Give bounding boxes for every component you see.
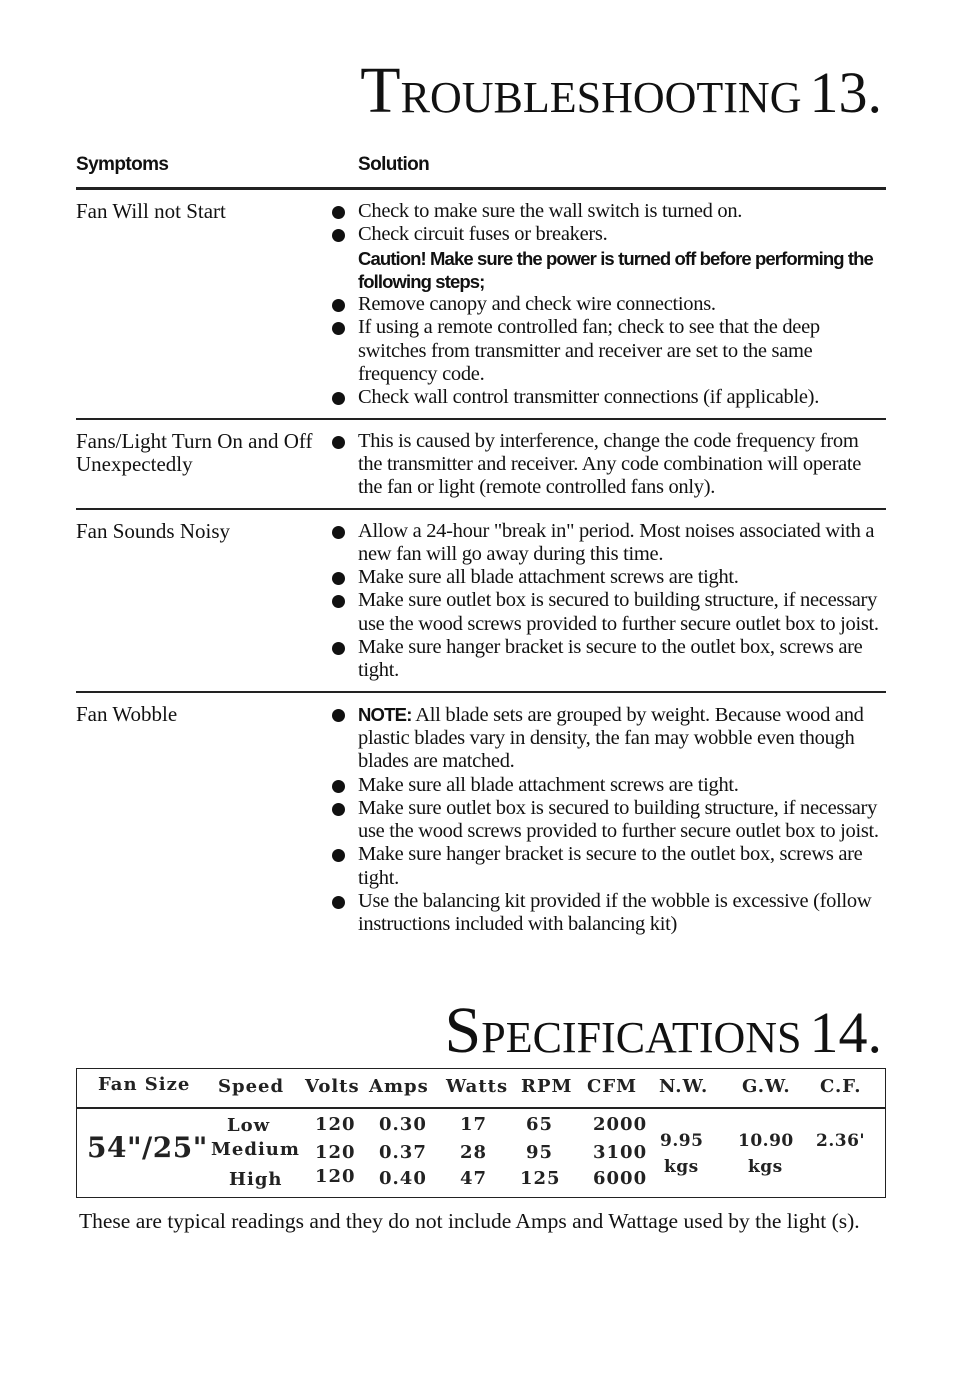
solution-item-text: Make sure outlet box is secured to building structure, if necessary use the wood screws provided to further secure outlet box to joist. <box>358 796 879 843</box>
spec-cfm-medium: 3100 <box>593 1142 648 1163</box>
spec-nw-unit: kgs <box>664 1157 699 1177</box>
spec-rpm-low: 65 <box>526 1114 554 1135</box>
spec-gw-unit: kgs <box>748 1157 783 1177</box>
spec-volts-medium: 120 <box>315 1142 356 1163</box>
solution-item-text: Check to make sure the wall switch is turned on. <box>358 200 743 222</box>
spec-volts-high: 120 <box>315 1166 356 1187</box>
solution-item <box>332 703 886 774</box>
solution-item <box>332 589 886 636</box>
solution-item-text: Make sure hanger bracket is secure to the outlet box, screws are tight. <box>358 636 863 682</box>
symptom-text: Fans/Light Turn On and Off Unexpectedly <box>76 428 313 476</box>
troubleshooting-table <box>76 150 886 945</box>
solution-list <box>332 430 886 500</box>
solution-item <box>332 316 886 386</box>
bullet-icon <box>332 392 345 405</box>
spec-header-row <box>77 1069 885 1109</box>
spec-watts-low: 17 <box>460 1114 488 1135</box>
symptoms-heading: Symptoms <box>76 154 169 175</box>
bullet-icon <box>332 709 345 722</box>
spec-header-speed: Speed <box>218 1076 285 1097</box>
specifications-table <box>76 1068 886 1198</box>
spec-cfm-high: 6000 <box>593 1168 648 1189</box>
spec-header-amps: Amps <box>369 1076 429 1097</box>
spec-header-volts: Volts <box>305 1076 360 1097</box>
solution-item <box>332 223 886 246</box>
spec-amps-low: 0.30 <box>379 1114 427 1135</box>
solution-item-text: Use the balancing kit provided if the wobble is excessive (follow instructions included with balancing kit) <box>358 890 872 936</box>
bullet-icon <box>332 780 345 793</box>
solution-item <box>332 520 886 567</box>
troubleshooting-title: TROUBLESHOOTING 13. <box>360 54 882 127</box>
troubleshooting-row <box>76 693 886 945</box>
spec-header-rpm: RPM <box>521 1076 573 1097</box>
bullet-icon <box>332 526 345 539</box>
spec-watts-medium: 28 <box>460 1142 488 1163</box>
spec-rpm-high: 125 <box>520 1168 561 1189</box>
solution-item <box>332 293 886 316</box>
spec-amps-high: 0.40 <box>379 1168 427 1189</box>
solution-item <box>332 843 886 890</box>
solution-item <box>332 566 886 589</box>
solution-item-text: Allow a 24-hour "break in" period. Most noises associated with a new fan will go away during this time. <box>358 519 875 565</box>
solution-list <box>332 520 886 683</box>
solution-list <box>332 703 886 937</box>
solution-item-text: Make sure hanger bracket is secure to the outlet box, screws are tight. <box>358 843 863 889</box>
bullet-icon <box>332 572 345 585</box>
spec-fan-size: 54"/25" <box>87 1131 208 1164</box>
spec-header-fan-size: Fan Size <box>98 1074 191 1095</box>
spec-header-watts: Watts <box>446 1076 509 1097</box>
solution-item-text: Make sure all blade attachment screws are tight. <box>358 773 739 796</box>
solution-heading: Solution <box>358 154 430 175</box>
bullet-icon <box>332 595 345 608</box>
spec-volts-low: 120 <box>315 1114 356 1135</box>
troubleshooting-row <box>76 510 886 693</box>
solution-item <box>332 774 886 797</box>
solution-item <box>332 890 886 937</box>
bullet-icon <box>332 229 345 242</box>
symptom-text: Fan Will not Start <box>76 199 226 223</box>
spec-speed-medium: Medium <box>211 1139 300 1160</box>
troubleshooting-row <box>76 190 886 420</box>
solution-item-text: Remove canopy and check wire connections. <box>358 293 716 316</box>
solution-item <box>332 636 886 683</box>
spec-speed-high: High <box>229 1169 283 1190</box>
bullet-icon <box>332 803 345 816</box>
spec-watts-high: 47 <box>460 1168 488 1189</box>
solution-item-text: If using a remote controlled fan; check to see that the deep switches from transmitter and receiver are set to the same frequency code. <box>358 316 820 386</box>
symptom-text: Fan Wobble <box>76 701 178 726</box>
solution-item-text: Check circuit fuses or breakers. <box>358 223 608 246</box>
bullet-icon <box>332 322 345 335</box>
bullet-icon <box>332 849 345 862</box>
solution-item <box>332 386 886 409</box>
solution-item-text: Make sure all blade attachment screws are tight. <box>358 566 739 589</box>
spec-nw-value: 9.95 <box>660 1131 704 1151</box>
bullet-icon <box>332 436 345 449</box>
spec-header-cf: C.F. <box>820 1076 862 1097</box>
solution-list <box>332 200 886 410</box>
spec-cfm-low: 2000 <box>593 1114 648 1135</box>
solution-item <box>332 200 886 223</box>
specifications-footnote: These are typical readings and they do not include Amps and Wattage used by the light (s). <box>79 1209 860 1233</box>
spec-header-cfm: CFM <box>587 1076 638 1097</box>
solution-item-text: All blade sets are grouped by weight. Because wood and plastic blades vary in density, the fan may wobble even though blades are matched. <box>358 703 864 773</box>
bullet-icon <box>332 642 345 655</box>
troubleshooting-header <box>76 150 886 190</box>
solution-item <box>332 797 886 844</box>
spec-header-gw: G.W. <box>742 1076 791 1097</box>
note-label: NOTE: <box>358 703 412 725</box>
bullet-icon <box>332 896 345 909</box>
spec-header-nw: N.W. <box>659 1076 709 1097</box>
bullet-icon <box>332 206 345 219</box>
spec-rpm-medium: 95 <box>526 1142 554 1163</box>
spec-cf-value: 2.36' <box>816 1131 866 1151</box>
specifications-title: SPECIFICATIONS 14. <box>444 994 882 1067</box>
symptom-text: Fan Sounds Noisy <box>76 518 231 543</box>
solution-item-text: Make sure outlet box is secured to building structure, if necessary use the wood screws provided to further secure outlet box to joist. <box>358 589 879 635</box>
spec-speed-low: Low <box>227 1115 271 1136</box>
solution-item <box>332 430 886 500</box>
bullet-icon <box>332 299 345 312</box>
solution-item-text: Check wall control transmitter connections (if applicable). <box>358 386 820 409</box>
spec-amps-medium: 0.37 <box>379 1142 427 1163</box>
spec-gw-value: 10.90 <box>738 1131 794 1151</box>
troubleshooting-row <box>76 420 886 510</box>
solution-item-text: This is caused by interference, change the code frequency from the transmitter and receiver. Any code combination will operate the fan or light (remote controlled fans only). <box>358 429 862 499</box>
caution-text: Caution! Make sure the power is turned off before performing the following steps; <box>358 247 873 292</box>
